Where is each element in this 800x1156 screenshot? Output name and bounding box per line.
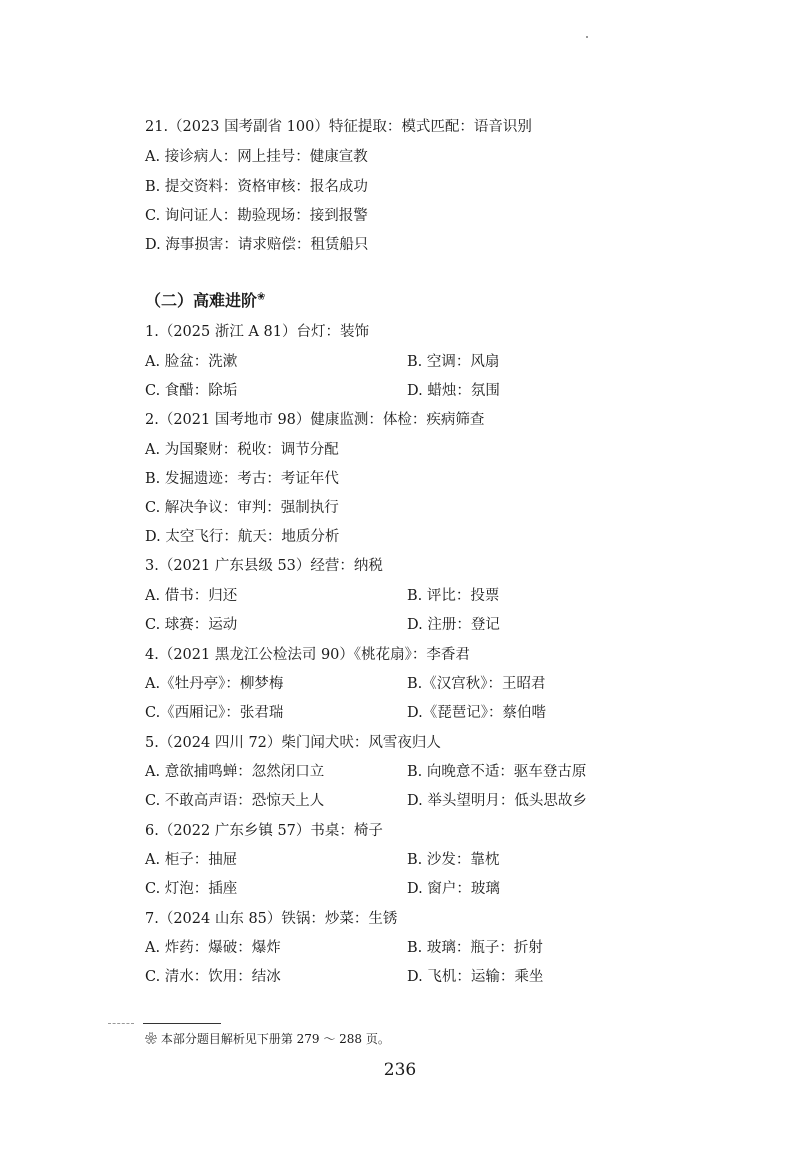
question-7-option-c: C. 清水：饮用：结冰	[145, 969, 281, 985]
question-5-option-b: B. 向晚意不适：驱车登古原	[407, 764, 587, 780]
question-21-option-b: B. 提交资料：资格审核：报名成功	[145, 179, 368, 195]
question-6-option-b: B. 沙发：靠枕	[407, 852, 500, 868]
question-3-option-a: A. 借书：归还	[145, 588, 238, 604]
question-2-option-d: D. 太空飞行：航天：地质分析	[145, 529, 340, 545]
question-21-option-d: D. 海事损害：请求赔偿：租赁船只	[145, 237, 369, 253]
question-4-stem: 4.（2021 黑龙江公检法司 90）《桃花扇》：李香君	[145, 647, 470, 663]
question-7-stem: 7.（2024 山东 85）铁锅：炒菜：生锈	[145, 911, 398, 927]
question-5-option-c: C. 不敢高声语：恐惊天上人	[145, 793, 325, 809]
question-1-option-d: D. 蜡烛：氛围	[407, 383, 500, 399]
question-6-option-a: A. 柜子：抽屉	[145, 852, 238, 868]
question-2-option-c: C. 解决争议：审判：强制执行	[145, 500, 339, 516]
question-5-stem: 5.（2024 四川 72）柴门闻犬吠：风雪夜归人	[145, 735, 441, 751]
question-6-option-c: C. 灯泡：插座	[145, 881, 238, 897]
page-number: 236	[383, 1060, 417, 1080]
section-heading	[145, 288, 265, 311]
question-1-option-c: C. 食醋：除垢	[145, 383, 238, 399]
question-5-option-a: A. 意欲捕鸣蝉：忽然闭口立	[145, 764, 325, 780]
question-21-option-c: C. 询问证人：勘验现场：接到报警	[145, 208, 368, 224]
question-3-option-d: D. 注册：登记	[407, 617, 500, 633]
flower-footnote-icon: ❀	[257, 291, 266, 303]
footnote-rule	[143, 1023, 221, 1024]
footnote-rule-dashed	[108, 1023, 134, 1024]
question-3-stem: 3.（2021 广东县级 53）经营：纳税	[145, 558, 383, 574]
question-7-option-d: D. 飞机：运输：乘坐	[407, 969, 544, 985]
question-1-option-b: B. 空调：风扇	[407, 354, 500, 370]
question-2-option-b: B. 发掘遗迹：考古：考证年代	[145, 471, 339, 487]
footnote-text: ❀ 本部分题目解析见下册第 279 ～ 288 页。	[145, 1032, 390, 1046]
question-1-stem: 1.（2025 浙江 A 81）台灯：装饰	[145, 324, 369, 340]
question-4-option-a: A.《牡丹亭》：柳梦梅	[145, 676, 284, 692]
question-21-stem: 21.（2023 国考副省 100）特征提取：模式匹配：语音识别	[145, 119, 532, 135]
question-4-option-b: B.《汉宫秋》：王昭君	[407, 676, 546, 692]
question-7-option-a: A. 炸药：爆破：爆炸	[145, 940, 281, 956]
question-7-option-b: B. 玻璃：瓶子：折射	[407, 940, 543, 956]
question-4-option-c: C.《西厢记》：张君瑞	[145, 705, 284, 721]
section-title: （二）高难进阶	[145, 291, 258, 310]
question-6-stem: 6.（2022 广东乡镇 57）书桌：椅子	[145, 823, 383, 839]
scan-speck	[586, 36, 588, 38]
question-6-option-d: D. 窗户：玻璃	[407, 881, 500, 897]
question-3-option-b: B. 评比：投票	[407, 588, 500, 604]
question-2-option-a: A. 为国聚财：税收：调节分配	[145, 442, 339, 458]
question-21-option-a: A. 接诊病人：网上挂号：健康宣教	[145, 149, 368, 165]
question-2-stem: 2.（2021 国考地市 98）健康监测：体检：疾病筛查	[145, 412, 485, 428]
question-4-option-d: D.《琵琶记》：蔡伯喈	[407, 705, 546, 721]
question-3-option-c: C. 球赛：运动	[145, 617, 238, 633]
question-1-option-a: A. 脸盆：洗漱	[145, 354, 238, 370]
question-5-option-d: D. 举头望明月：低头思故乡	[407, 793, 587, 809]
